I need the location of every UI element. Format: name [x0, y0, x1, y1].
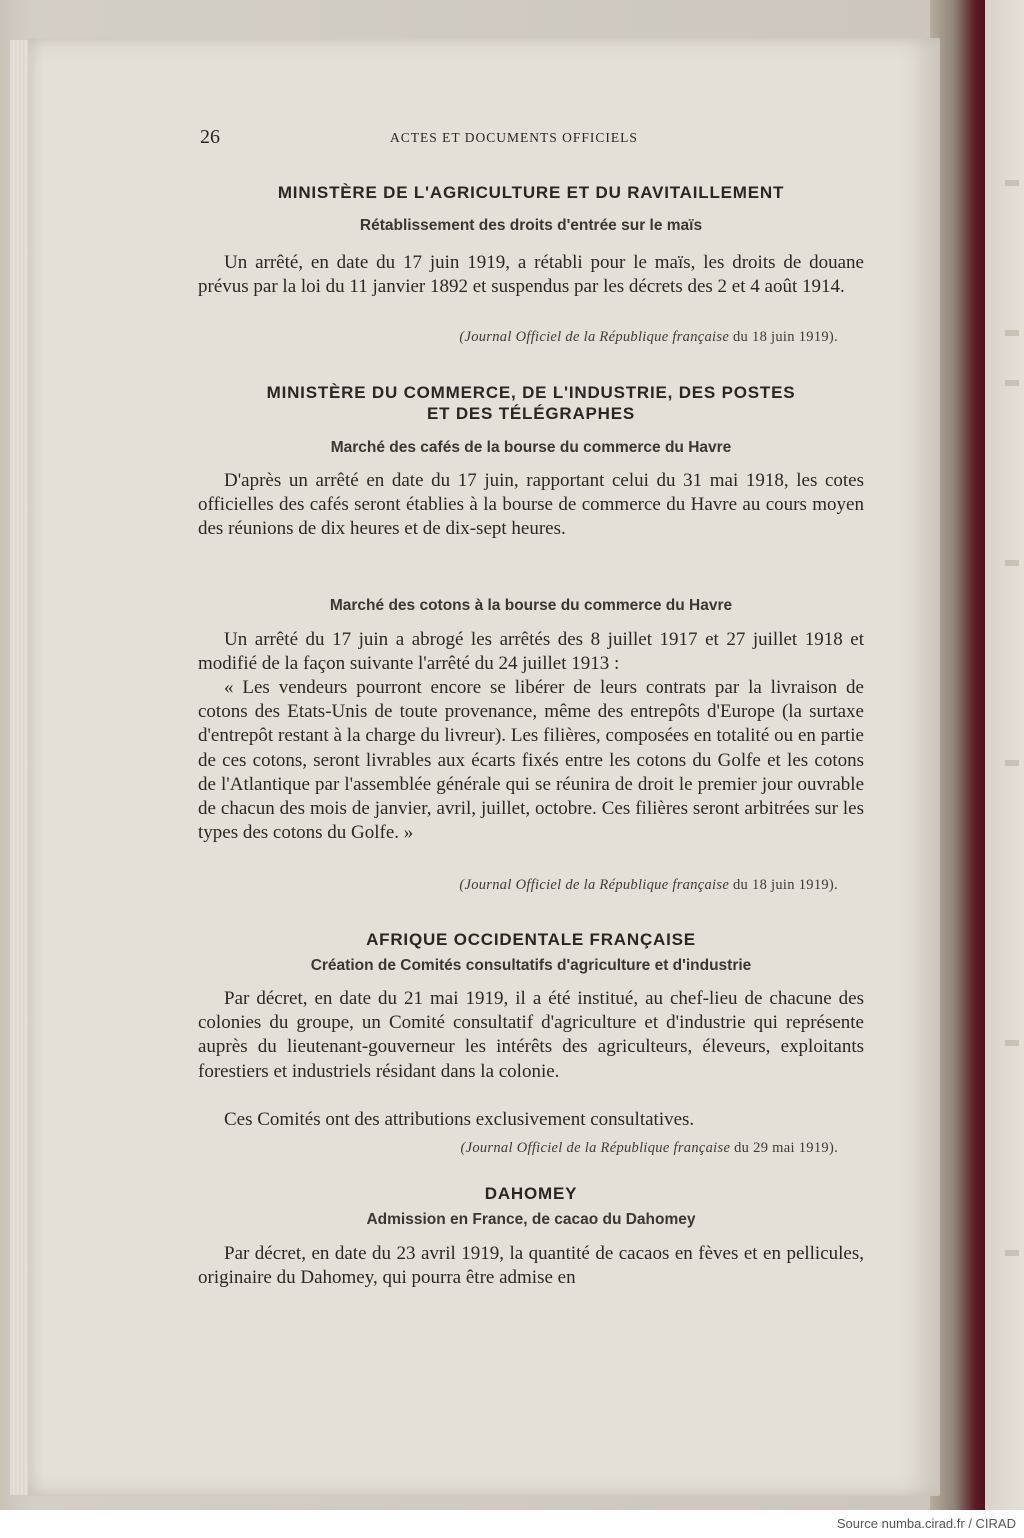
source-journal: (Journal Officiel de la République française [460, 1140, 731, 1156]
source-citation-1 [314, 328, 838, 346]
running-title: ACTES ET DOCUMENTS OFFICIELS [390, 130, 638, 145]
source-credit: Source numba.cirad.fr / CIRAD [836, 1516, 1016, 1531]
paragraph-comites: Par décret, en date du 21 mai 1919, il a été institué, au chef-lieu de chacune des colonies du groupe, un Comité consultatif d'agriculture et d'industrie qui représente auprès du lieutenant-gouverneur les intérêts des agriculteurs, éleveurs, exploitants forestiers et industriels résidant dans la colonie. [198, 988, 864, 1082]
source-citation-3 [314, 1139, 838, 1157]
paragraph-cotons: Un arrêté du 17 juin a abrogé les arrêtés des 8 juillet 1917 et 27 juillet 1918 et modifié de la façon suivante l'arrêté du 24 juillet 1913 : [198, 629, 864, 675]
paragraph-cacao: Par décret, en date du 23 avril 1919, la quantité de cacaos en fèves et en pellicules, originaire du Dahomey, qui pourra être admise en [198, 1243, 864, 1289]
subtitle-comites: Création de Comités consultatifs d'agriculture et d'industrie [310, 957, 752, 974]
section-title-commerce-line1: MINISTÈRE DU COMMERCE, DE L'INDUSTRIE, DES POSTES [266, 383, 796, 402]
subtitle-mais: Rétablissement des droits d'entrée sur le maïs [359, 217, 703, 234]
paragraph-mais: Un arrêté, en date du 17 juin 1919, a rétabli pour le maïs, les droits de douane prévus par la loi du 11 janvier 1892 et suspendus par les décrets des 2 et 4 août 1914. [198, 252, 864, 298]
subtitle-cacao: Admission en France, de cacao du Dahomey [366, 1211, 696, 1228]
source-date: du 29 mai 1919). [734, 1140, 838, 1156]
source-date: du 18 juin 1919). [733, 329, 838, 345]
page-number: 26 [200, 126, 220, 148]
paragraph-comites-2: Ces Comités ont des attributions exclusivement consultatives. [224, 1109, 695, 1130]
subtitle-cotons: Marché des cotons à la bourse du commerce du Havre [329, 597, 733, 614]
quote-cotons: « Les vendeurs pourront encore se libérer de leurs contrats par la livraison de cotons des Etats-Unis de toute provenance, même des entrepôts d'Europe (la surtaxe d'entrepôt restant à la charge du livreur). Les filières, composées en totalité ou en partie de ces cotons, seront livrables aux écarts fixés entre les cotons du Golfe et les cotons de l'Atlantique par l'assemblée générale qui se réunira de droit le premier jour ouvrable de chacun des mois de janvier, avril, juillet, octobre. Ces filières seront arbitrées sur les types des cotons du Golfe. » [198, 677, 864, 844]
paragraph-cafes: D'après un arrêté en date du 17 juin, rapportant celui du 31 mai 1918, les cotes officielles des cafés seront établies à la bourse de commerce du Havre au cours moyen des réunions de dix heures et de dix-sept heures. [198, 470, 864, 540]
section-title-dahomey: DAHOMEY [484, 1184, 578, 1203]
page-stack-edge [10, 40, 30, 1495]
section-title-commerce-line2: ET DES TÉLÉGRAPHES [426, 404, 636, 423]
adjacent-page-edge [985, 0, 1024, 1510]
source-journal: (Journal Officiel de la République française [459, 877, 730, 893]
subtitle-cafes: Marché des cafés de la bourse du commerce du Havre [330, 439, 732, 456]
source-journal: (Journal Officiel de la République française [459, 329, 730, 345]
section-title-agriculture: MINISTÈRE DE L'AGRICULTURE ET DU RAVITAILLEMENT [277, 183, 785, 202]
source-citation-2 [314, 876, 838, 894]
running-header [200, 128, 840, 150]
source-date: du 18 juin 1919). [733, 877, 838, 893]
section-title-aof: AFRIQUE OCCIDENTALE FRANÇAISE [366, 930, 696, 949]
